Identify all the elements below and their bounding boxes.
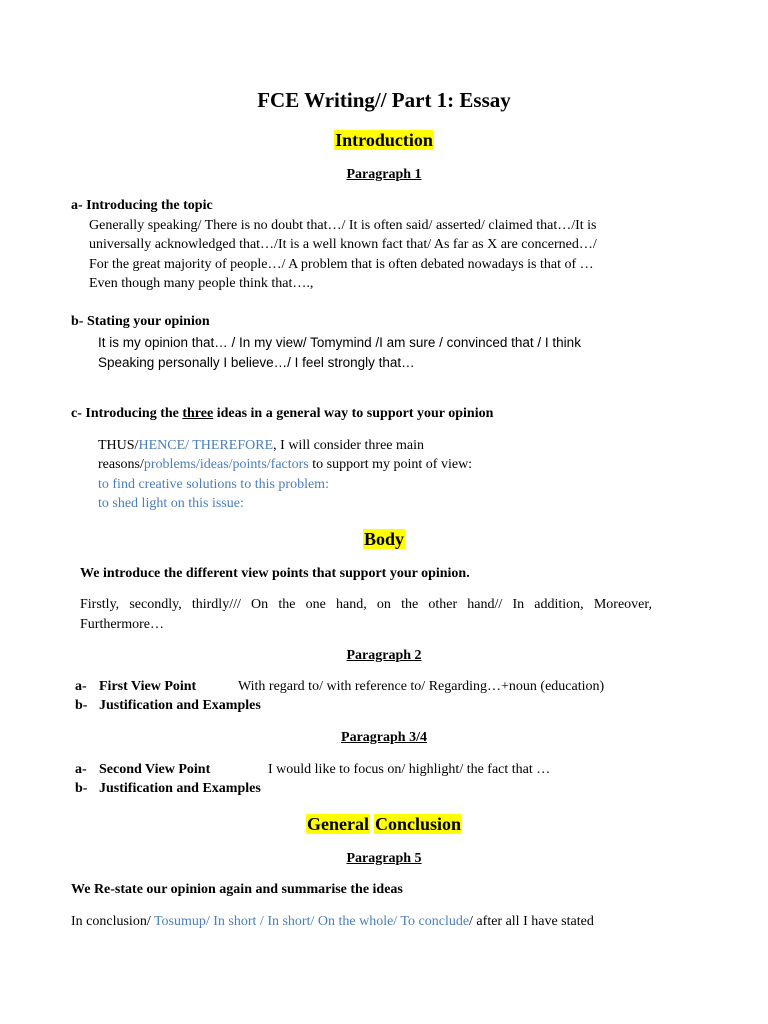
intro-c-line-2 <box>98 457 472 473</box>
intro-c-line-3: to find creative solutions to this problem: <box>98 477 329 492</box>
intro-b-line: Speaking personally I believe…/ I feel strongly that… <box>98 355 415 370</box>
p2-b-marker: b- <box>75 698 88 713</box>
intro-c-line-4: to shed light on this issue: <box>98 496 244 511</box>
p2-first-view-point: First View Point <box>99 679 197 694</box>
intro-b-line: It is my opinion that… / In my view/ Tomymind /I am sure / convinced that / I think <box>98 335 581 350</box>
intro-a-line: For the great majority of people…/ A problem that is often debated nowadays is that of … <box>89 257 594 272</box>
paragraph-2-label: Paragraph 2 <box>346 648 422 663</box>
p2-phrases: With regard to/ with reference to/ Regarding…+noun (education) <box>238 679 605 694</box>
body-intro: We introduce the different view points that support your opinion. <box>80 566 470 581</box>
body-linkers-line-2: Furthermore… <box>80 617 164 632</box>
intro-a-line: Generally speaking/ There is no doubt that…/ It is often said/ asserted/ claimed that…/It is <box>89 218 597 233</box>
body-heading: Body <box>363 529 405 549</box>
conclusion-line-text: In conclusion/ <box>71 914 154 929</box>
paragraph-5-label: Paragraph 5 <box>346 851 422 866</box>
p34-b-marker: b- <box>75 781 88 796</box>
intro-c-line-1 <box>98 438 424 454</box>
intro-c-line-2-blue: problems/ideas/points/factors <box>143 457 309 472</box>
intro-b-heading: b- Stating your opinion <box>71 314 210 329</box>
body-heading-row <box>0 529 768 550</box>
conclusion-line-blue: Tosumup/ In short / In short/ On the whole/ To conclude <box>153 914 470 929</box>
intro-c-line-1-text: THUS/ <box>98 438 139 453</box>
paragraph-3-4-label: Paragraph 3/4 <box>341 730 427 745</box>
intro-a-line: Even though many people think that…., <box>89 276 314 291</box>
page-title: FCE Writing// Part 1: Essay <box>257 88 511 112</box>
intro-c-heading-post: ideas in a general way to support your opinion <box>213 406 494 421</box>
intro-c-line-2-text: reasons/ <box>98 457 144 472</box>
p34-justification: Justification and Examples <box>99 781 261 796</box>
intro-c-line-1-blue: HENCE/ THEREFORE <box>138 438 274 453</box>
p34-a-marker: a- <box>75 762 87 777</box>
intro-a-line: universally acknowledged that…/It is a well known fact that/ As far as X are concerned…/ <box>89 237 597 252</box>
intro-a-heading: a- Introducing the topic <box>71 198 213 213</box>
introduction-heading: Introduction <box>335 130 433 150</box>
body-linkers-line-1: Firstly, secondly, thirdly/// On the one hand, on the other hand// In addition, Moreover, <box>80 597 652 612</box>
conclusion-heading-word-2: Conclusion <box>374 814 461 834</box>
intro-c-line-1-rest: , I will consider three main <box>273 438 424 453</box>
p34-phrases: I would like to focus on/ highlight/ the fact that … <box>268 762 551 777</box>
p2-a-marker: a- <box>75 679 87 694</box>
conclusion-heading-row <box>0 814 768 835</box>
introduction-heading-row <box>0 130 768 151</box>
intro-c-heading-pre: c- Introducing the <box>71 406 183 421</box>
conclusion-heading-word-1: General <box>306 814 369 834</box>
p2-justification: Justification and Examples <box>99 698 261 713</box>
conclusion-line <box>71 914 594 930</box>
conclusion-line-rest: / after all I have stated <box>469 914 594 929</box>
intro-c-heading-underlined: three <box>182 406 214 421</box>
intro-c-line-2-rest: to support my point of view: <box>308 457 473 472</box>
conclusion-intro: We Re-state our opinion again and summarise the ideas <box>71 882 403 897</box>
intro-c-heading <box>71 406 493 422</box>
p34-second-view-point: Second View Point <box>99 762 211 777</box>
paragraph-1-label: Paragraph 1 <box>346 167 422 182</box>
